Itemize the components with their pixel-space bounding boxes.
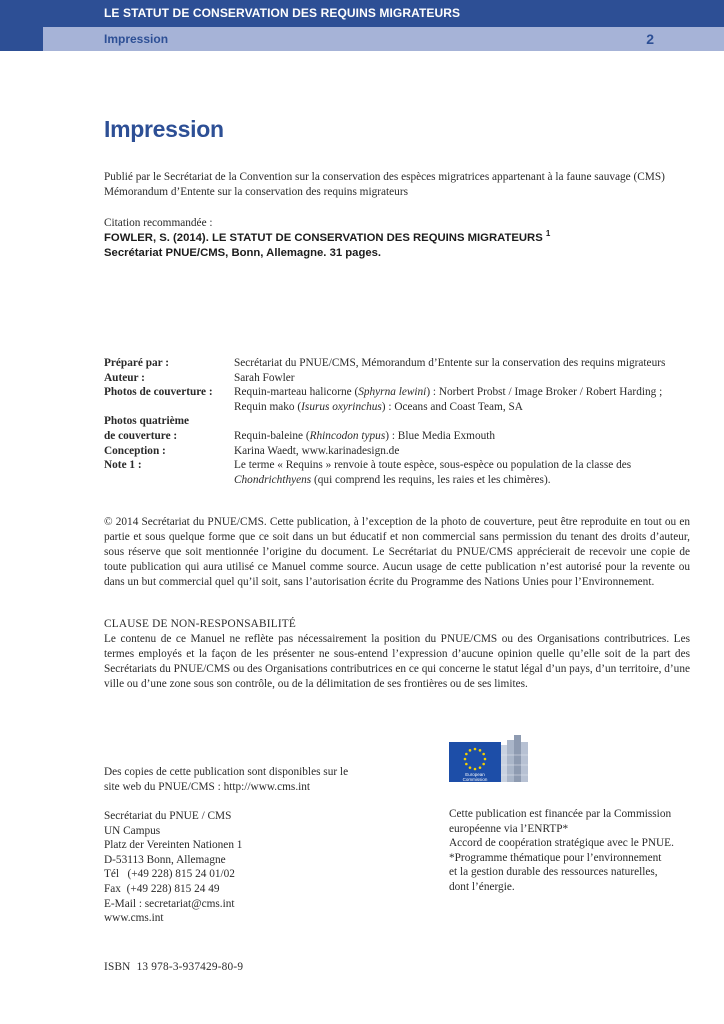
- funding-line-2: européenne via l’ENRTP*: [449, 822, 569, 835]
- eu-star: [482, 763, 485, 766]
- running-header-title: LE STATUT DE CONSERVATION DES REQUINS MIGRATEURS: [0, 0, 724, 27]
- funding-line-4: *Programme thématique pour l’environnement: [449, 851, 662, 864]
- eu-star: [479, 749, 482, 752]
- address-fax: Fax (+49 228) 815 24 49: [104, 882, 220, 895]
- funding-line-5: et la gestion durable des ressources naturelles,: [449, 866, 658, 879]
- citation-label: Citation recommandée :: [104, 217, 213, 229]
- back-label-1: Photos quatrième: [104, 415, 190, 428]
- back-value: [234, 429, 704, 444]
- credits-block: [104, 356, 704, 487]
- eu-star: [474, 768, 477, 771]
- note-label: Note 1 :: [104, 459, 142, 472]
- disclaimer-title: CLAUSE DE NON-RESPONSABILITÉ: [104, 618, 296, 630]
- eu-caption-line-1: European: [465, 772, 485, 777]
- eu-star: [469, 749, 472, 752]
- funding-line-6: dont l’énergie.: [449, 880, 515, 893]
- page-number: 2: [646, 31, 654, 47]
- back-text-a: Requin-baleine (: [234, 429, 310, 442]
- funding-line-3: Accord de coopération stratégique avec le PNUE.: [449, 837, 674, 850]
- address-email: E-Mail : secretariat@cms.int: [104, 897, 235, 910]
- page-title: Impression: [104, 116, 224, 142]
- cover-value-line-2: [234, 400, 704, 415]
- funding-line-1: Cette publication est financée par la Commission: [449, 808, 672, 820]
- section-name: Impression: [104, 32, 169, 46]
- author-label: Auteur :: [104, 371, 145, 384]
- prepared-label: Préparé par :: [104, 357, 170, 369]
- cover-text-1a: Requin-marteau halicorne (: [234, 386, 359, 399]
- note-taxon: Chondrichthyens: [234, 473, 312, 486]
- section-bar-inner: [43, 27, 724, 51]
- citation-line-2: Secrétariat PNUE/CMS, Bonn, Allemagne. 31 pages.: [104, 247, 382, 259]
- copyright-notice: © 2014 Secrétariat du PNUE/CMS. Cette publication, à l’exception de la photo de couverture, peut être reproduite en tout ou en partie et sous quelque forme que ce soit dans un but éducatif et non commercial sans permission du tenant des droits d’auteur, sous réserve que soit mentionnée l’origine du document. Le Secrétariat du PNUE/CMS apprécierait de recevoir une copie de toute publication qui aura utilisé ce Manuel comme source. Aucun usage de cette publication n’est autorisé pour la revente ou dans un but commercial quel qu’il soit, sans l’autorisation écrite du Programme des Nations Unies pour l’Environnement.: [104, 516, 690, 588]
- note-line-1: Le terme « Requins » renvoie à toute espèce, sous-espèce ou population de la classe des: [234, 459, 632, 472]
- publisher-line-2: Mémorandum d’Entente sur la conservation des requins migrateurs: [104, 186, 408, 198]
- copies-line-2: site web du PNUE/CMS : http://www.cms.int: [104, 781, 311, 793]
- eu-star: [479, 766, 482, 769]
- eu-caption-line-2: Commission: [462, 777, 488, 782]
- contact-address: [104, 809, 364, 926]
- cover-value: [234, 385, 704, 414]
- credit-row-back: [104, 429, 704, 444]
- eu-star: [465, 753, 468, 756]
- note-text-2b: (qui comprend les requins, les raies et les chimères).: [311, 473, 551, 486]
- footnote-mark: 1: [545, 229, 551, 239]
- cover-species-1: Sphyrna lewini: [358, 386, 427, 399]
- note-value: [234, 458, 704, 487]
- address-street: Platz der Vereinten Nationen 1: [104, 839, 243, 852]
- eu-stars-icon: [449, 742, 501, 776]
- address-campus: UN Campus: [104, 824, 161, 837]
- address-org: Secrétariat du PNUE / CMS: [104, 810, 232, 822]
- address-city: D-53113 Bonn, Allemagne: [104, 853, 226, 866]
- citation: [104, 231, 704, 261]
- cover-value-line-1: [234, 385, 704, 400]
- back-text-c: ) : Blue Media Exmouth: [385, 429, 496, 442]
- isbn: ISBN 13 978-3-937429-80-9: [104, 961, 244, 973]
- copies-line-1: Des copies de cette publication sont disponibles sur le: [104, 766, 349, 778]
- address-tel: Tél (+49 228) 815 24 01/02: [104, 868, 235, 881]
- eu-star: [482, 753, 485, 756]
- section-bar: [0, 27, 724, 51]
- disclaimer-text: Le contenu de ce Manuel ne reflète pas nécessairement la position du PNUE/CMS ou des Organisations contributrices. Les termes employés et la façon de les présenter ne sous-entend l’expression d’aucune opinion quelle qu’elle soit de la part des Secrétariats du PNUE/CMS ou des Organisations contributrices en ce qui concerne le statut légal d’un pays, d’un territoire, d’une ville ou d’une zone sous son contrôle, ou de la délimitation de ses frontières ou de ses limites.: [104, 633, 690, 690]
- design-value: Karina Waedt, www.karinadesign.de: [234, 444, 400, 457]
- cover-species-2: Isurus oxyrinchus: [301, 400, 382, 413]
- credit-row-prepared: [104, 356, 704, 371]
- back-label-2: de couverture :: [104, 429, 178, 442]
- publisher-statement: [104, 170, 704, 200]
- note-line-2: [234, 473, 704, 488]
- back-species: Rhincodon typus: [309, 429, 386, 442]
- design-label: Conception :: [104, 444, 166, 457]
- citation-line-1: [104, 231, 704, 246]
- publisher-line-1: Publié par le Secrétariat de la Convention sur la conservation des espèces migratrices appartenant à la faune sauvage (CMS): [104, 171, 665, 183]
- eu-star: [465, 763, 468, 766]
- credit-row-design: [104, 444, 704, 459]
- credit-row-author: [104, 371, 704, 386]
- copies-availability: [104, 765, 364, 795]
- eu-caption: [449, 772, 501, 782]
- prepared-value: Secrétariat du PNUE/CMS, Mémorandum d’Entente sur la conservation des requins migrateurs: [234, 357, 666, 369]
- author-value: Sarah Fowler: [234, 371, 295, 384]
- eu-star: [469, 766, 472, 769]
- cover-text-2a: Requin mako (: [234, 400, 302, 413]
- credit-row-back-label: [104, 414, 704, 429]
- eu-building-icon: [501, 735, 528, 782]
- credit-row-cover: [104, 385, 704, 414]
- eu-star: [464, 758, 467, 761]
- cover-text-2c: ) : Oceans and Coast Team, SA: [381, 400, 523, 413]
- cover-text-1c: ) : Norbert Probst / Image Broker / Robert Harding ;: [426, 386, 663, 399]
- eu-star: [484, 758, 487, 761]
- credit-row-note: [104, 458, 704, 487]
- address-web: www.cms.int: [104, 912, 164, 925]
- funding-statement: [449, 807, 709, 895]
- cover-label: Photos de couverture :: [104, 386, 213, 399]
- eu-star: [474, 748, 477, 751]
- citation-main: FOWLER, S. (2014). LE STATUT DE CONSERVATION DES REQUINS MIGRATEURS: [104, 232, 543, 244]
